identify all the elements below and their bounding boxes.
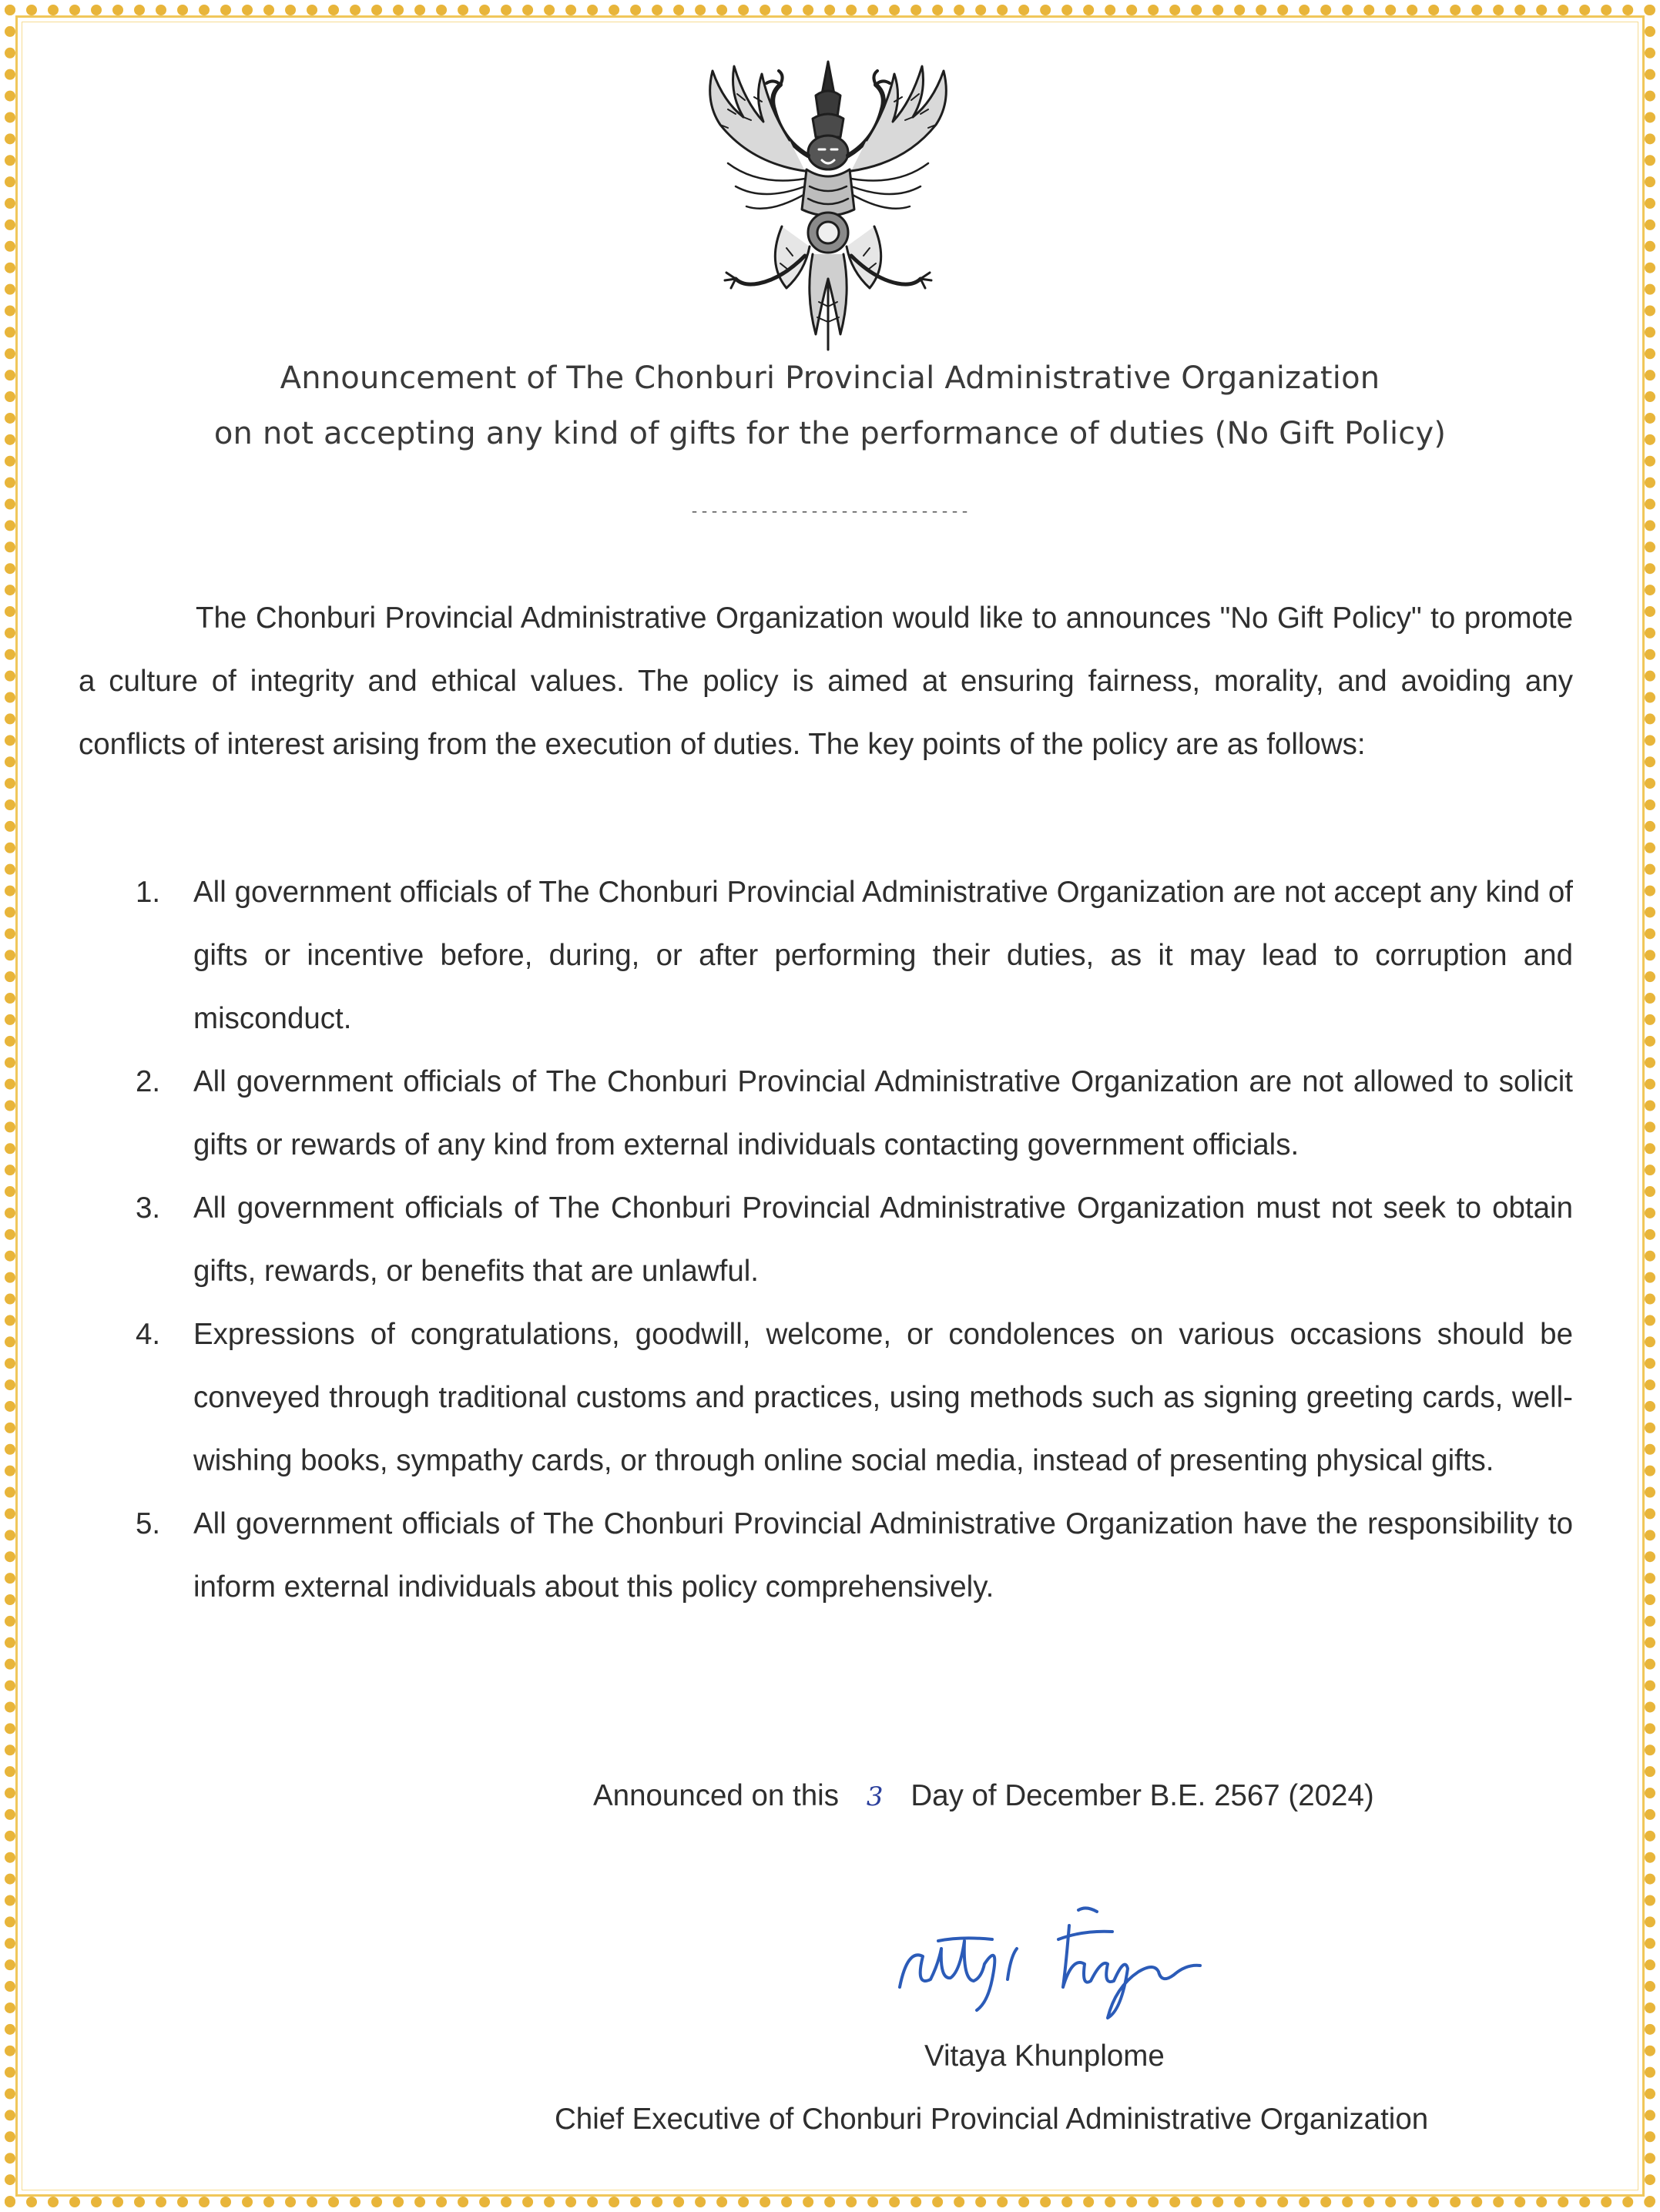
- policy-point-text: Expressions of congratulations, goodwill, welcome, or condolences on various occasions should be conveyed through traditional customs and practices, using methods such as signing greeting cards, well-wishing books, sympathy cards, or through online social media, instead of presenting physical gifts.: [193, 1318, 1573, 1477]
- announced-prefix: Announced on this: [593, 1779, 839, 1812]
- announcement-date: [593, 1779, 1374, 1813]
- title-divider: ----------------------------: [689, 504, 971, 521]
- policy-point-text: All government officials of The Chonburi Provincial Administrative Organization are not allowed to solicit gifts or rewards of any kind from external individuals contacting government officials.: [193, 1065, 1573, 1161]
- policy-point: [136, 1303, 1573, 1493]
- intro-paragraph: The Chonburi Provincial Administrative Organization would like to announces "No Gift Policy" to promote a culture of integrity and ethical values. The policy is aimed at ensuring fairness, morality, and avoiding any conflicts of interest arising from the execution of duties. The key points of the policy are as follows:: [79, 602, 1573, 761]
- policy-point-number: 3.: [136, 1191, 161, 1225]
- signer-title: Chief Executive of Chonburi Provincial Administrative Organization: [555, 2103, 1429, 2136]
- policy-point-text: All government officials of The Chonburi Provincial Administrative Organization are not accept any kind of gifts or incentive before, during, or after performing their duties, as it may lead to corruption and misconduct.: [193, 876, 1573, 1035]
- policy-point-number: 1.: [136, 876, 161, 909]
- policy-point: [136, 1493, 1573, 1619]
- policy-point-number: 4.: [136, 1318, 161, 1351]
- signature-icon: [884, 1895, 1269, 2026]
- policy-point-text: All government officials of The Chonburi Provincial Administrative Organization must not seek to obtain gifts, rewards, or benefits that are unlawful.: [193, 1191, 1573, 1288]
- signer-name: Vitaya Khunplome: [924, 2039, 1165, 2073]
- policy-points-list: [136, 861, 1573, 1619]
- policy-point-text: All government officials of The Chonburi Provincial Administrative Organization have the responsibility to inform external individuals about this policy comprehensively.: [193, 1507, 1573, 1604]
- policy-point: [136, 1177, 1573, 1303]
- policy-point-number: 2.: [136, 1065, 161, 1098]
- policy-point: [136, 861, 1573, 1051]
- announced-suffix: Day of December B.E. 2567 (2024): [910, 1779, 1374, 1812]
- announcement-subtitle: on not accepting any kind of gifts for the performance of duties (No Gift Policy): [213, 416, 1447, 451]
- policy-point-number: 5.: [136, 1507, 161, 1540]
- garuda-emblem-icon: [689, 48, 967, 356]
- policy-point: [136, 1051, 1573, 1177]
- announced-day-handwritten: 3: [866, 1781, 884, 1812]
- announcement-title: Announcement of The Chonburi Provincial Administrative Organization: [280, 360, 1380, 396]
